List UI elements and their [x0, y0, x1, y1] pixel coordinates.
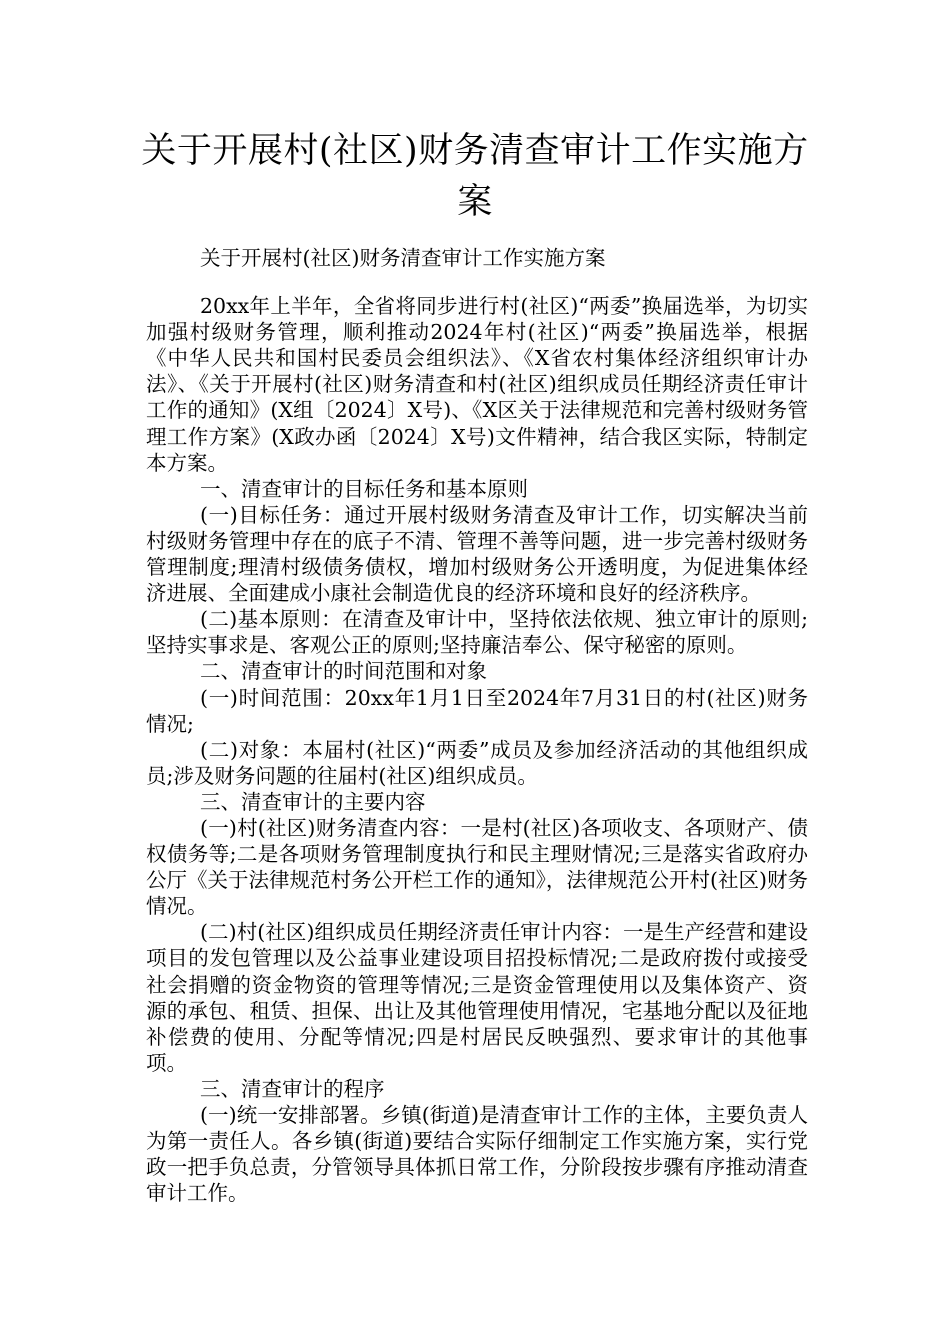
section-heading-2: 二、清查审计的时间范围和对象 — [200, 659, 487, 684]
document-subtitle: 关于开展村(社区)财务清查审计工作实施方案 — [200, 246, 606, 270]
paragraph-deployment: (一)统一安排部署。乡镇(街道)是清查审计工作的主体，主要负责人为第一责任人。各乡镇(街道)要结合实际仔细制定工作实施方案，实行党政一把手负总责，分管领导具体抓日常工作，分阶段按步骤有序推动清查审计工作。 — [146, 1103, 808, 1206]
paragraph-economic-audit: (二)村(社区)组织成员任期经济责任审计内容：一是生产经营和建设项目的发包管理以及公益事业建设项目招投标情况;二是政府拨付或接受社会捐赠的资金物资的管理等情况;三是资金管理使用以及集体资产、资源的承包、租赁、担保、出让及其他管理使用情况，宅基地分配以及征地补偿费的使用、分配等情况;四是村居民反映强烈、要求审计的其他事项。 — [146, 920, 808, 1075]
section-heading-1: 一、清查审计的目标任务和基本原则 — [200, 476, 528, 501]
paragraph-audit-objects: (二)对象：本届村(社区)“两委”成员及参加经济活动的其他组织成员;涉及财务问题的往届村(社区)组织成员。 — [146, 737, 808, 788]
document-title: 关于开展村(社区)财务清查审计工作实施方案 — [141, 131, 809, 222]
section-heading-4: 三、清查审计的程序 — [200, 1076, 385, 1101]
paragraph-finance-inspection: (一)村(社区)财务清查内容：一是村(社区)各项收支、各项财产、债权债务等;二是各项财务管理制度执行和民主理财情况;三是落实省政府办公厅《关于法律规范村务公开栏工作的通知》，法律规范公开村(社区)财务情况。 — [146, 815, 808, 919]
paragraph-principles: (二)基本原则：在清查及审计中，坚持依法依规、独立审计的原则;坚持实事求是、客观公正的原则;坚持廉洁奉公、保守秘密的原则。 — [146, 607, 808, 658]
paragraph-time-range: (一)时间范围：20xx年1月1日至2024年7月31日的村(社区)财务情况; — [146, 685, 808, 736]
paragraph-targets: (一)目标任务：通过开展村级财务清查及审计工作，切实解决当前村级财务管理中存在的底子不清、管理不善等问题，进一步完善村级财务管理制度;理清村级债务债权，增加村级财务公开透明度，为促进集体经济进展、全面建成小康社会制造优良的经济环境和良好的经济秩序。 — [146, 502, 808, 606]
paragraph-intro: 20xx年上半年，全省将同步进行村(社区)“两委”换届选举，为切实加强村级财务管理，顺利推动2024年村(社区)“两委”换届选举，根据《中华人民共和国村民委员会组织法》、《X省农村集体经济组织审计办法》、《关于开展村(社区)财务清查和村(社区)组织成员任期经济责任审计工作的通知》(X组〔2024〕X号)、《X区关于法律规范和完善村级财务管理工作方案》(X政办函〔2024〕X号)文件精神，结合我区实际，特制定本方案。 — [146, 294, 808, 475]
document-body — [146, 245, 808, 1206]
section-heading-3: 三、清查审计的主要内容 — [200, 789, 426, 814]
